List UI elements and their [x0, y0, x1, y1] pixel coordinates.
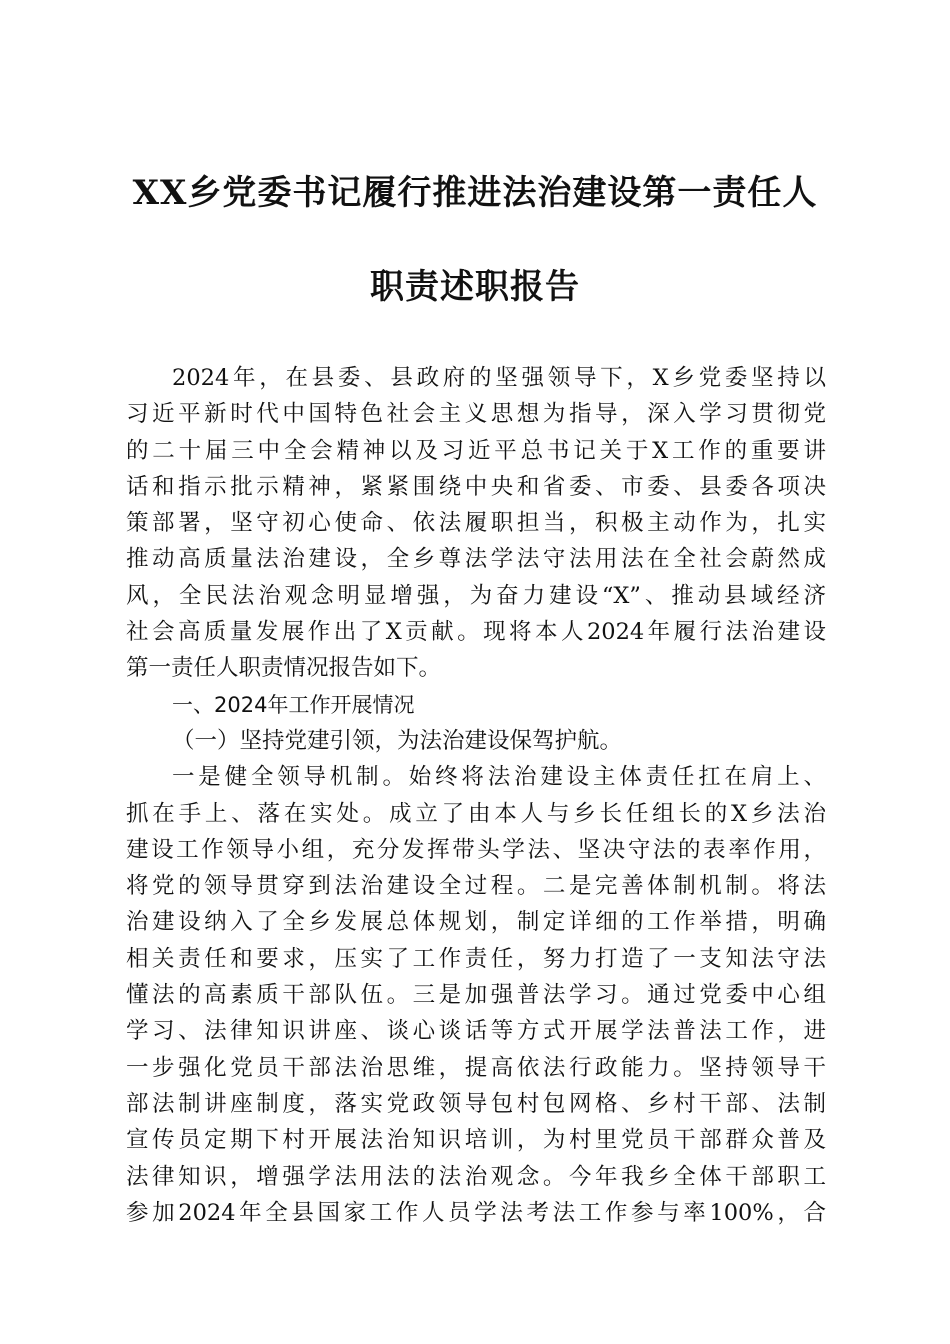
- subsection-heading: （一）坚持党建引领，为法治建设保驾护航。: [172, 727, 623, 754]
- document-title-line-1: XX乡党委书记履行推进法治建设第一责任人: [132, 173, 818, 213]
- paragraph-line: 建设工作领导小组，充分发挥带头学法、坚决守法的表率作用，: [126, 836, 826, 863]
- document-body: [126, 360, 826, 1231]
- paragraph-line: 2024年，在县委、县政府的坚强领导下，X乡党委坚持以: [172, 365, 826, 391]
- paragraph-line: 将党的领导贯穿到法治建设全过程。二是完善体制机制。将法: [126, 873, 826, 900]
- paragraph-line: 的二十届三中全会精神以及习近平总书记关于X工作的重要讲: [126, 437, 826, 464]
- paragraph-line: 抓在手上、落在实处。成立了由本人与乡长任组长的X乡法治: [126, 800, 826, 827]
- paragraph-line: 策部署，坚守初心使命、依法履职担当，积极主动作为，扎实: [126, 510, 826, 537]
- paragraph-line: 部法制讲座制度，落实党政领导包村包网格、乡村干部、法制: [126, 1090, 826, 1117]
- paragraph-line: 风，全民法治观念明显增强，为奋力建设“X”、推动县域经济: [126, 582, 826, 609]
- paragraph-line: 治建设纳入了全乡发展总体规划，制定详细的工作举措，明确: [126, 909, 826, 936]
- paragraph-line: 法律知识，增强学法用法的法治观念。今年我乡全体干部职工: [126, 1163, 826, 1190]
- paragraph-line: 一是健全领导机制。始终将法治建设主体责任扛在肩上、: [172, 764, 826, 791]
- paragraph-line: 一步强化党员干部法治思维，提高依法行政能力。坚持领导干: [126, 1054, 826, 1081]
- paragraph-line: 习近平新时代中国特色社会主义思想为指导，深入学习贯彻党: [126, 401, 826, 428]
- paragraph-line: 懂法的高素质干部队伍。三是加强普法学习。通过党委中心组: [126, 982, 826, 1009]
- section-heading: 一、2024年工作开展情况: [172, 692, 415, 717]
- paragraph-line: 推动高质量法治建设，全乡尊法学法守法用法在全社会蔚然成: [126, 546, 826, 573]
- paragraph-line: 学习、法律知识讲座、谈心谈话等方式开展学法普法工作，进: [126, 1018, 826, 1045]
- paragraph-line: 参加2024年全县国家工作人员学法考法工作参与率100%，合: [126, 1199, 826, 1226]
- document-title-line-2: 职责述职报告: [370, 267, 580, 307]
- paragraph-line: 宣传员定期下村开展法治知识培训，为村里党员干部群众普及: [126, 1127, 826, 1154]
- paragraph-line: 社会高质量发展作出了X贡献。现将本人2024年履行法治建设: [126, 619, 826, 646]
- paragraph-line: 第一责任人职责情况报告如下。: [126, 655, 442, 682]
- paragraph-line: 相关责任和要求，压实了工作责任，努力打造了一支知法守法: [126, 945, 826, 972]
- paragraph-line: 话和指示批示精神，紧紧围绕中央和省委、市委、县委各项决: [126, 473, 826, 500]
